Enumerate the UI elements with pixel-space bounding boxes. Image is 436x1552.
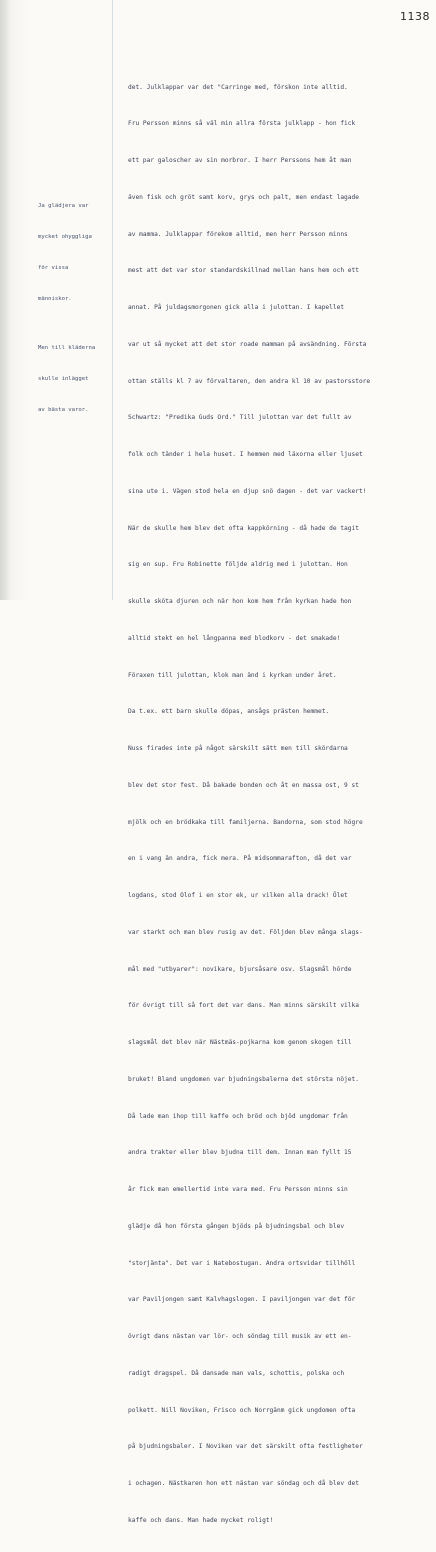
text-line: även fisk och gröt samt korv, grys och palt, men endast lagade: [128, 193, 359, 201]
margin-note-line: av bästa varor.: [38, 406, 89, 413]
text-line: övrigt dans nästan var lör- och söndag till musik av ett en-: [128, 1333, 352, 1340]
margin-note-line: skulle inlägget: [38, 375, 89, 382]
text-line: Schwartz: "Predika Guds Ord." Till julottan var det fullt av: [128, 414, 352, 422]
text-line: logdans, stod Olof i en stor ek, ur vilken alla drack! Ölet: [128, 892, 348, 899]
text-line: Nuss firades inte på något särskilt sätt men till skördarna: [128, 745, 348, 752]
text-line: radigt dragspel. Då dansade man vals, schottis, polska och: [128, 1369, 345, 1377]
text-line: det. Julklappar var det "Carringe med, förskon inte alltid.: [128, 83, 348, 91]
text-line: i ochagen. Nästkaren hon ett nästan var söndag och då blev det: [128, 1480, 359, 1487]
text-line: av mamma. Julklappar förekom alltid, men herr Persson minns: [128, 230, 348, 238]
text-line: för övrigt till så fort det var dans. Man minns särskilt vilka: [128, 1002, 359, 1010]
text-line: annat. På juldagsmorgonen gick alla i julottan. I kapellet: [128, 304, 345, 311]
binding-edge: [0, 0, 10, 600]
text-line: var Paviljongen samt Kalvhagslogen. I paviljongen var det för: [128, 1296, 356, 1304]
typed-body-text: [128, 57, 428, 1552]
text-line: sig en sup. Fru Robinette följde aldrig med i julottan. Hon: [128, 561, 348, 569]
text-line: andra trakter eller blev bjudna till dem. Innan man fyllt 15: [128, 1149, 352, 1157]
text-line: en i vang än andra, fick mera. På midsommarafton, då det var: [128, 855, 352, 863]
margin-note-2: [38, 325, 95, 437]
margin-note-line: människor.: [38, 296, 72, 302]
page-number: 1138: [400, 10, 430, 23]
text-line: ett par galoscher av sin morbror. I herr Perssons hem åt man: [128, 157, 352, 164]
text-line: slagsmål det blev när Nästmäs-pojkarna kom genom skogen till: [128, 1039, 352, 1046]
text-line: Föraxen till julottan, klok man änd i kyrkan under året.: [128, 671, 337, 679]
text-line: var starkt och man blev rusig av det. Följden blev många slags-: [128, 928, 363, 936]
text-line: mest att det var stor standardskillnad mellan hans hem och ett: [128, 267, 359, 275]
margin-note-line: Men till kläderna: [38, 344, 96, 351]
text-line: folk och tänder i hela huset. I hemmen med läxorna eller ljuset: [128, 451, 363, 458]
text-line: mål med "utbyarer": novikare, bjursåsare osv. Slagsmål hörde: [128, 965, 352, 973]
margin-rule: [112, 0, 113, 600]
text-line: ottan ställs kl 7 av förvaltaren, den andra kl 10 av pastorsstore: [128, 377, 371, 385]
text-line: mjölk och en brödkaka till familjerna. Bandorna, som stod högre: [128, 818, 363, 826]
text-line: sina ute i. Vägen stod hela en djup snö dagen - det var vackert!: [128, 487, 367, 495]
text-line: kaffe och dans. Man hade mycket roligt!: [128, 1516, 274, 1524]
text-line: år fick man emellertid inte vara med. Fru Persson minns sin: [128, 1186, 348, 1193]
text-line: När de skulle hem blev det ofta kappkörning - då hade de tagit: [128, 524, 359, 532]
text-line: blev det stor fest. Då bakade bonden och åt en massa ost, 9 st: [128, 781, 359, 789]
margin-note-line: för vissa: [38, 264, 69, 271]
text-line: Fru Persson minns så väl min allra första julklapp - hon fick: [128, 120, 356, 128]
text-line: polkett. Nill Noviken, Frisco och Norrgänm gick ungdomen ofta: [128, 1406, 356, 1414]
margin-note-line: Ja glädjera var: [38, 202, 89, 209]
text-line: Da t.ex. ett barn skulle döpas, ansågs prästen hemmet.: [128, 708, 330, 716]
text-line: glädje då hon första gången bjöds på bjudningsbal och blev: [128, 1222, 345, 1230]
margin-note-line: mycket ohyggliga: [38, 233, 92, 240]
margin-note-1: [38, 183, 92, 326]
text-line: skulle sköta djuren och när hon kom hem från kyrkan hade hon: [128, 598, 352, 605]
text-line: bruket! Bland ungdomen var bjudningsbalerna det största nöjet.: [128, 1075, 359, 1083]
text-line: "storjänta". Det var i Natebostugan. Andra ortsvidar tillhöll: [128, 1259, 356, 1267]
text-line: Då lade man ihop till kaffe och bröd och bjöd ungdomar från: [128, 1112, 348, 1120]
text-line: var ut så mycket att det stor roade mamman på avsändning. Första: [128, 340, 367, 348]
text-line: på bjudningsbaler. I Noviken var det särskilt ofta festligheter: [128, 1443, 363, 1451]
text-line: alltid stekt en hel långpanna med blodkorv - det smakade!: [128, 634, 341, 642]
